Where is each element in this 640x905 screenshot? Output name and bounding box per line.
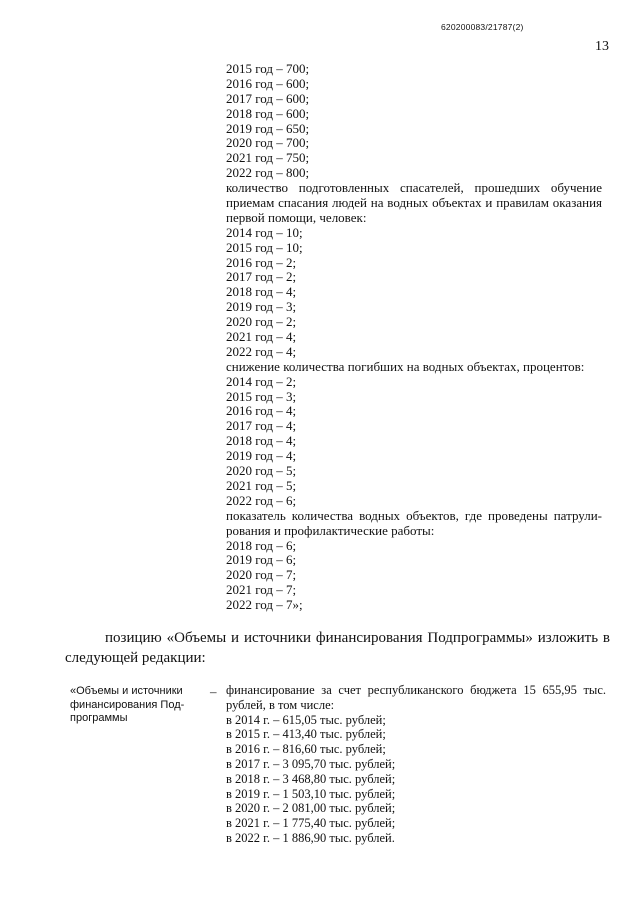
financing-line: в 2017 г. – 3 095,70 тыс. рублей; [226, 756, 396, 771]
list-item: 2022 год – 800; [226, 165, 310, 181]
list-item: 2018 год – 600; [226, 105, 310, 121]
list-item: 2017 год – 4; [226, 418, 297, 434]
list-item: 2022 год – 7»; [226, 597, 303, 613]
list-item: 2020 год – 5; [226, 463, 297, 479]
instruction-line: следующей редакции: [65, 650, 206, 666]
list-item: 2015 год – 700; [226, 61, 310, 76]
deaths-intro-line: снижение количества погибших на водных объектах, процентов: [226, 358, 585, 374]
list-item: 2016 год – 600; [226, 75, 310, 91]
list-item: 2014 год – 10; [226, 224, 303, 240]
list-item: 2022 год – 4; [226, 343, 297, 359]
list-item: 2018 год – 4; [226, 284, 297, 300]
list-item: 2014 год – 2; [226, 373, 297, 389]
financing-line: в 2016 г. – 816,60 тыс. рублей; [226, 742, 386, 757]
list-item: 2019 год – 3; [226, 299, 297, 315]
financing-line: в 2022 г. – 1 886,90 тыс. рублей. [226, 830, 395, 845]
financing-line: в 2014 г. – 615,05 тыс. рублей; [226, 712, 386, 727]
list-item: 2019 год – 4; [226, 448, 297, 464]
list-item: 2021 год – 7; [226, 582, 297, 598]
list-item: 2016 год – 4; [226, 403, 297, 419]
financing-line: в 2021 г. – 1 775,40 тыс. рублей; [226, 816, 396, 831]
financing-line: в 2015 г. – 413,40 тыс. рублей; [226, 727, 386, 742]
list-item: 2015 год – 10; [226, 239, 303, 255]
instruction-paragraph [65, 628, 610, 668]
list-item: 2021 год – 4; [226, 329, 297, 345]
financing-label: «Объемы и источники финансирования Под-программы [70, 685, 185, 724]
patrol-intro-line: показатель количества водных объектов, где проведены патрули- [226, 508, 602, 523]
list-item: 2018 год – 6; [226, 537, 297, 553]
financing-line: в 2018 г. – 3 468,80 тыс. рублей; [226, 771, 396, 786]
rescuers-intro-line: количество подготовленных спасателей, прошедших обучение [226, 181, 602, 196]
list-item: 2018 год – 4; [226, 433, 297, 449]
page-number: 13 [595, 39, 609, 54]
list-item: 2015 год – 3; [226, 388, 297, 404]
list-item: 2021 год – 750; [226, 150, 310, 166]
rescuers-intro-line: первой помощи, человек: [226, 209, 367, 225]
list-item: 2020 год – 2; [226, 314, 297, 330]
rescuers-intro-line: приемам спасания людей на водных объектах и правилам оказания [226, 196, 602, 211]
list-item: 2020 год – 700; [226, 135, 310, 151]
list-item: 2019 год – 6; [226, 552, 297, 568]
financing-details [226, 683, 606, 846]
list-item: 2019 год – 650; [226, 120, 310, 136]
list-item: 2022 год – 6; [226, 492, 297, 508]
list-item: 2020 год – 7; [226, 567, 297, 583]
list-item: 2017 год – 600; [226, 90, 310, 106]
list-item: 2016 год – 2; [226, 254, 297, 270]
list-item: 2021 год – 5; [226, 477, 297, 493]
financing-line: в 2019 г. – 1 503,10 тыс. рублей; [226, 786, 396, 801]
patrol-intro-line: рования и профилактические работы: [226, 522, 435, 538]
financing-line: рублей, в том числе: [226, 697, 335, 712]
financing-line: финансирование за счет республиканского бюджета 15 655,95 тыс. [226, 683, 606, 697]
instruction-line: позицию «Объемы и источники финансирования Подпрограммы» изложить в [105, 630, 610, 646]
financing-line: в 2020 г. – 2 081,00 тыс. рублей; [226, 801, 396, 816]
indicators-block [226, 62, 602, 613]
financing-dash: – [210, 684, 217, 699]
document-code: 620200083/21787(2) [441, 22, 524, 32]
list-item: 2017 год – 2; [226, 269, 297, 285]
